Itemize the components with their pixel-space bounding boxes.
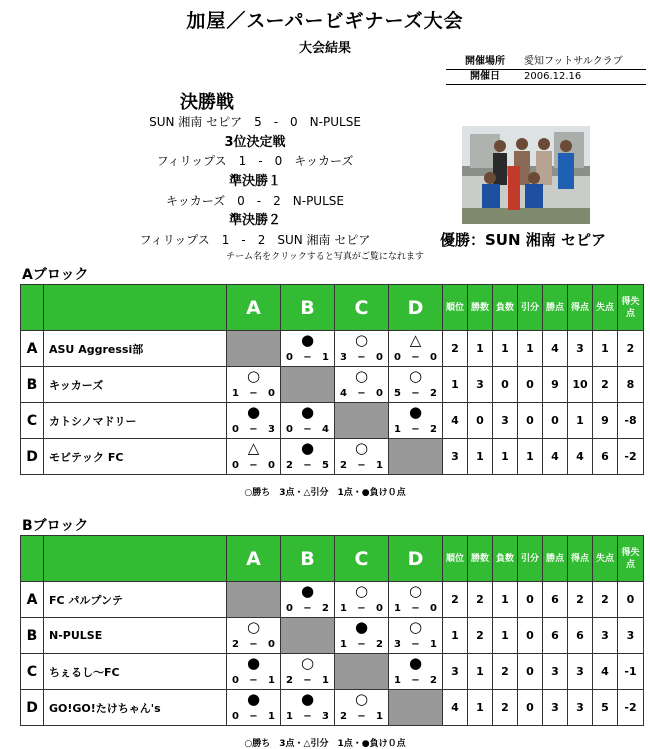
score-opp: 0 — [268, 388, 275, 399]
stat-goals-for: 6 — [568, 618, 593, 654]
stat-wins: 1 — [468, 439, 493, 475]
stat-goal-diff: 2 — [618, 331, 644, 367]
stat-goals-against: 4 — [593, 654, 618, 690]
self-match-cell — [389, 439, 443, 475]
self-match-cell — [389, 690, 443, 726]
stat-losses: 2 — [493, 690, 518, 726]
venue-label: 開催場所 — [465, 56, 505, 67]
score-own: 1 — [340, 603, 347, 614]
stat-points: 3 — [543, 654, 568, 690]
block-b-title: Bブロック — [22, 518, 89, 534]
stat-points: 6 — [543, 582, 568, 618]
semi1-result: キッカーズ 0 - 2 N-PULSE — [166, 194, 344, 208]
stat-goals-against: 1 — [593, 331, 618, 367]
stat-losses: 1 — [493, 439, 518, 475]
col-head-wins: 勝数 — [468, 285, 493, 331]
match-result-vs-d — [389, 618, 443, 654]
col-head-goals-against: 失点 — [593, 536, 618, 582]
third-place-heading: 3位決定戦 — [224, 135, 286, 150]
score-dash: − — [249, 675, 258, 686]
match-result-vs-d — [389, 654, 443, 690]
score-dash: − — [303, 352, 312, 363]
match-score — [335, 603, 388, 615]
stat-goals-against: 9 — [593, 403, 618, 439]
row-label: C — [21, 403, 44, 439]
result-symbol: ○ — [408, 618, 423, 636]
result-symbol: ○ — [354, 331, 369, 349]
match-score — [227, 675, 280, 687]
match-result-vs-a — [227, 439, 281, 475]
stat-wins: 2 — [468, 618, 493, 654]
match-score — [389, 603, 442, 615]
score-dash: − — [249, 424, 258, 435]
row-label: D — [21, 690, 44, 726]
stat-goals-for: 2 — [568, 582, 593, 618]
result-symbol: ● — [300, 439, 315, 457]
score-dash: − — [411, 388, 420, 399]
table-row — [21, 367, 644, 403]
match-score — [389, 639, 442, 651]
match-score — [389, 424, 442, 436]
result-symbol: ● — [246, 654, 261, 672]
score-opp: 3 — [322, 711, 329, 722]
score-opp: 2 — [430, 424, 437, 435]
score-own: 0 — [286, 424, 293, 435]
score-dash: − — [411, 424, 420, 435]
score-dash: − — [249, 639, 258, 650]
score-opp: 0 — [430, 603, 437, 614]
result-symbol: ● — [246, 403, 261, 421]
table-row — [21, 331, 644, 367]
score-own: 2 — [232, 639, 239, 650]
score-own: 0 — [232, 711, 239, 722]
stat-wins: 0 — [468, 403, 493, 439]
score-dash: − — [249, 711, 258, 722]
score-own: 0 — [232, 424, 239, 435]
stat-goal-diff: 8 — [618, 367, 644, 403]
match-score — [281, 711, 334, 723]
result-symbol: △ — [247, 439, 260, 457]
score-opp: 2 — [430, 388, 437, 399]
self-match-cell — [281, 618, 335, 654]
score-dash: − — [303, 603, 312, 614]
self-match-cell — [227, 582, 281, 618]
score-dash: − — [303, 675, 312, 686]
col-head-draws: 引分 — [518, 536, 543, 582]
score-own: 0 — [394, 352, 401, 363]
match-result-vs-c — [335, 618, 389, 654]
score-dash: − — [357, 639, 366, 650]
score-own: 2 — [340, 460, 347, 471]
score-own: 0 — [286, 603, 293, 614]
block-a-title: Aブロック — [22, 267, 89, 283]
col-head-draws: 引分 — [518, 285, 543, 331]
stat-rank: 4 — [443, 403, 468, 439]
score-own: 1 — [394, 675, 401, 686]
result-symbol: ○ — [354, 690, 369, 708]
venue-line — [446, 55, 646, 70]
col-head-goal-diff: 得失点 — [618, 285, 644, 331]
match-result-vs-a — [227, 654, 281, 690]
result-symbol: ● — [300, 690, 315, 708]
result-symbol: ○ — [354, 582, 369, 600]
score-dash: − — [357, 711, 366, 722]
match-score — [227, 711, 280, 723]
row-label: D — [21, 439, 44, 475]
row-label: B — [21, 367, 44, 403]
legend-b: ○勝ち 3点・△引分 1点・●負け０点 — [244, 739, 406, 749]
match-score — [281, 424, 334, 436]
score-own: 2 — [286, 675, 293, 686]
team-name-link[interactable]: N-PULSE — [44, 618, 227, 654]
photo-note: チーム名をクリックすると写真がご覧になれます — [226, 252, 424, 262]
winner-team-photo — [462, 126, 590, 224]
stat-goals-for: 10 — [568, 367, 593, 403]
stat-rank: 3 — [443, 439, 468, 475]
match-result-vs-c — [335, 582, 389, 618]
score-dash: − — [411, 603, 420, 614]
result-symbol: ● — [408, 654, 423, 672]
score-opp: 0 — [268, 639, 275, 650]
stat-draws: 0 — [518, 618, 543, 654]
match-score — [227, 388, 280, 400]
score-opp: 1 — [268, 675, 275, 686]
score-opp: 0 — [376, 352, 383, 363]
match-score — [227, 460, 280, 472]
score-opp: 5 — [322, 460, 329, 471]
col-head-goal-diff: 得失点 — [618, 536, 644, 582]
score-opp: 1 — [430, 639, 437, 650]
table-row — [21, 582, 644, 618]
score-dash: − — [303, 711, 312, 722]
stat-goal-diff: -1 — [618, 654, 644, 690]
self-match-cell — [335, 403, 389, 439]
result-symbol: ● — [408, 403, 423, 421]
table-row — [21, 439, 644, 475]
header-blank — [21, 285, 44, 331]
stat-draws: 0 — [518, 403, 543, 439]
stat-wins: 3 — [468, 367, 493, 403]
semi2-heading: 準決勝２ — [228, 213, 281, 228]
result-symbol: ○ — [246, 367, 261, 385]
result-symbol: ○ — [300, 654, 315, 672]
match-score — [335, 711, 388, 723]
stat-losses: 1 — [493, 618, 518, 654]
score-opp: 2 — [430, 675, 437, 686]
semi2-result: フィリップス 1 - 2 SUN 湘南 セピア — [139, 233, 371, 247]
stat-goals-against: 2 — [593, 582, 618, 618]
table-row — [21, 690, 644, 726]
score-dash: − — [411, 352, 420, 363]
col-head-rank: 順位 — [443, 536, 468, 582]
stat-goals-against: 3 — [593, 618, 618, 654]
self-match-cell — [335, 654, 389, 690]
score-opp: 1 — [376, 460, 383, 471]
match-score — [227, 639, 280, 651]
stat-draws: 1 — [518, 331, 543, 367]
winner-text: 優勝：SUN 湘南 セピア — [440, 231, 606, 249]
stat-rank: 1 — [443, 618, 468, 654]
result-symbol: ○ — [408, 367, 423, 385]
table-header-row — [21, 285, 644, 331]
result-symbol: ○ — [354, 439, 369, 457]
header-team-blank — [44, 285, 227, 331]
stat-rank: 4 — [443, 690, 468, 726]
score-dash: − — [357, 352, 366, 363]
score-dash: − — [303, 424, 312, 435]
team-name-link[interactable]: GO!GO!たけちゃん's — [44, 690, 227, 726]
match-result-vs-b — [281, 690, 335, 726]
team-name-link[interactable]: カトシノマドリー — [44, 403, 227, 439]
match-result-vs-a — [227, 367, 281, 403]
stat-draws: 0 — [518, 654, 543, 690]
stat-goal-diff: -2 — [618, 439, 644, 475]
result-symbol: ● — [354, 618, 369, 636]
score-opp: 2 — [322, 603, 329, 614]
col-head-losses: 負数 — [493, 536, 518, 582]
match-result-vs-b — [281, 331, 335, 367]
match-result-vs-c — [335, 367, 389, 403]
block-a-table — [20, 284, 644, 475]
date-label: 開催日 — [470, 71, 500, 82]
score-dash: − — [249, 460, 258, 471]
page-title: 加屋／スーパービギナーズ大会 — [186, 10, 464, 32]
result-symbol: ● — [246, 690, 261, 708]
score-own: 1 — [340, 639, 347, 650]
self-match-cell — [281, 367, 335, 403]
match-result-vs-a — [227, 618, 281, 654]
stat-goal-diff: 0 — [618, 582, 644, 618]
stat-goals-for: 4 — [568, 439, 593, 475]
row-label: C — [21, 654, 44, 690]
col-head-points: 勝点 — [543, 285, 568, 331]
match-result-vs-b — [281, 403, 335, 439]
score-opp: 1 — [322, 675, 329, 686]
stat-losses: 3 — [493, 403, 518, 439]
score-dash: − — [357, 460, 366, 471]
col-head-d: D — [389, 536, 443, 582]
row-label: B — [21, 618, 44, 654]
match-score — [335, 460, 388, 472]
final-result: SUN 湘南 セピア 5 - 0 N-PULSE — [149, 115, 361, 129]
stat-draws: 0 — [518, 367, 543, 403]
score-dash: − — [411, 639, 420, 650]
score-dash: − — [357, 388, 366, 399]
score-opp: 0 — [376, 603, 383, 614]
score-own: 3 — [340, 352, 347, 363]
score-opp: 2 — [376, 639, 383, 650]
header-blank — [21, 536, 44, 582]
match-result-vs-a — [227, 403, 281, 439]
match-result-vs-b — [281, 582, 335, 618]
self-match-cell — [227, 331, 281, 367]
block-b-table — [20, 535, 644, 726]
match-score — [335, 639, 388, 651]
result-symbol: ● — [300, 582, 315, 600]
score-opp: 0 — [430, 352, 437, 363]
match-result-vs-d — [389, 403, 443, 439]
team-name-link[interactable]: キッカーズ — [44, 367, 227, 403]
team-name-link[interactable]: ちぇるし〜FC — [44, 654, 227, 690]
row-label: A — [21, 331, 44, 367]
stat-goal-diff: -8 — [618, 403, 644, 439]
row-label: A — [21, 582, 44, 618]
third-place-result: フィリップス 1 - 0 キッカーズ — [156, 154, 354, 168]
result-symbol: ● — [300, 331, 315, 349]
stat-rank: 2 — [443, 331, 468, 367]
score-opp: 0 — [268, 460, 275, 471]
date-value: 2006.12.16 — [524, 71, 582, 82]
col-head-b: B — [281, 285, 335, 331]
stat-goals-against: 6 — [593, 439, 618, 475]
col-head-a: A — [227, 285, 281, 331]
col-head-b: B — [281, 536, 335, 582]
match-result-vs-c — [335, 439, 389, 475]
table-row — [21, 654, 644, 690]
stat-goals-for: 3 — [568, 690, 593, 726]
col-head-goals-for: 得点 — [568, 285, 593, 331]
score-own: 2 — [340, 711, 347, 722]
score-own: 1 — [232, 388, 239, 399]
stat-losses: 1 — [493, 582, 518, 618]
stat-goal-diff: -2 — [618, 690, 644, 726]
score-opp: 4 — [322, 424, 329, 435]
match-score — [281, 460, 334, 472]
match-score — [335, 352, 388, 364]
col-head-goals-against: 失点 — [593, 285, 618, 331]
result-symbol: ○ — [246, 618, 261, 636]
stat-goals-for: 1 — [568, 403, 593, 439]
stat-goals-against: 5 — [593, 690, 618, 726]
score-dash: − — [303, 460, 312, 471]
match-score — [227, 424, 280, 436]
score-opp: 3 — [268, 424, 275, 435]
page-subtitle: 大会結果 — [298, 41, 351, 56]
stat-wins: 1 — [468, 654, 493, 690]
col-head-points: 勝点 — [543, 536, 568, 582]
score-dash: − — [249, 388, 258, 399]
match-result-vs-b — [281, 654, 335, 690]
score-own: 1 — [394, 603, 401, 614]
result-symbol: ○ — [354, 367, 369, 385]
stat-losses: 1 — [493, 331, 518, 367]
table-row — [21, 618, 644, 654]
score-opp: 1 — [322, 352, 329, 363]
stat-points: 4 — [543, 331, 568, 367]
match-score — [281, 675, 334, 687]
stat-points: 6 — [543, 618, 568, 654]
match-score — [335, 388, 388, 400]
stat-draws: 1 — [518, 439, 543, 475]
stat-wins: 1 — [468, 690, 493, 726]
col-head-rank: 順位 — [443, 285, 468, 331]
stat-losses: 0 — [493, 367, 518, 403]
stat-goal-diff: 3 — [618, 618, 644, 654]
table-header-row — [21, 536, 644, 582]
semi1-heading: 準決勝１ — [228, 174, 281, 189]
score-opp: 1 — [268, 711, 275, 722]
team-name-link[interactable]: モビテック FC — [44, 439, 227, 475]
team-name-link[interactable]: ASU Aggressi部 — [44, 331, 227, 367]
stat-points: 4 — [543, 439, 568, 475]
col-head-c: C — [335, 285, 389, 331]
match-score — [389, 388, 442, 400]
stat-points: 9 — [543, 367, 568, 403]
score-own: 2 — [286, 460, 293, 471]
score-own: 1 — [286, 711, 293, 722]
col-head-d: D — [389, 285, 443, 331]
score-dash: − — [357, 603, 366, 614]
stat-rank: 2 — [443, 582, 468, 618]
score-own: 4 — [340, 388, 347, 399]
score-dash: − — [411, 675, 420, 686]
stat-rank: 1 — [443, 367, 468, 403]
stat-draws: 0 — [518, 690, 543, 726]
stat-points: 3 — [543, 690, 568, 726]
score-own: 0 — [286, 352, 293, 363]
score-opp: 1 — [376, 711, 383, 722]
match-result-vs-a — [227, 690, 281, 726]
stat-wins: 2 — [468, 582, 493, 618]
match-score — [281, 352, 334, 364]
match-result-vs-c — [335, 331, 389, 367]
stat-draws: 0 — [518, 582, 543, 618]
col-head-a: A — [227, 536, 281, 582]
header-team-blank — [44, 536, 227, 582]
final-heading: 決勝戦 — [180, 92, 234, 113]
score-own: 5 — [394, 388, 401, 399]
team-name-link[interactable]: FC パルプンテ — [44, 582, 227, 618]
match-result-vs-b — [281, 439, 335, 475]
col-head-c: C — [335, 536, 389, 582]
col-head-wins: 勝数 — [468, 536, 493, 582]
table-row — [21, 403, 644, 439]
stat-losses: 2 — [493, 654, 518, 690]
stat-goals-for: 3 — [568, 331, 593, 367]
venue-value: 愛知フットサルクラブ — [524, 56, 623, 67]
stat-points: 0 — [543, 403, 568, 439]
score-own: 1 — [394, 424, 401, 435]
result-symbol: △ — [409, 331, 422, 349]
match-result-vs-d — [389, 582, 443, 618]
score-own: 0 — [232, 675, 239, 686]
legend-a: ○勝ち 3点・△引分 1点・●負け０点 — [244, 488, 406, 498]
match-result-vs-c — [335, 690, 389, 726]
stat-goals-for: 3 — [568, 654, 593, 690]
stat-goals-against: 2 — [593, 367, 618, 403]
col-head-goals-for: 得点 — [568, 536, 593, 582]
stat-rank: 3 — [443, 654, 468, 690]
match-result-vs-d — [389, 331, 443, 367]
match-score — [389, 352, 442, 364]
result-symbol: ○ — [408, 582, 423, 600]
stat-wins: 1 — [468, 331, 493, 367]
date-line — [446, 70, 646, 85]
score-opp: 0 — [376, 388, 383, 399]
result-symbol: ● — [300, 403, 315, 421]
score-own: 3 — [394, 639, 401, 650]
score-own: 0 — [232, 460, 239, 471]
match-score — [281, 603, 334, 615]
match-score — [389, 675, 442, 687]
match-result-vs-d — [389, 367, 443, 403]
col-head-losses: 負数 — [493, 285, 518, 331]
